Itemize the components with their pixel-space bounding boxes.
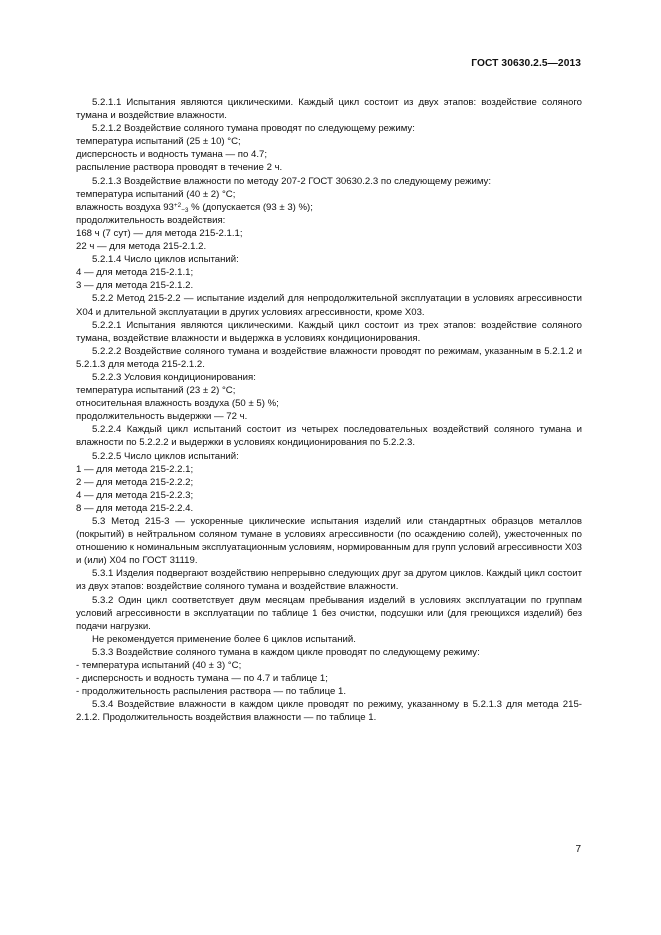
list-item: относительная влажность воздуха (50 ± 5) %; <box>76 398 279 410</box>
paragraph-5-2-2-5: 5.2.2.5 Число циклов испытаний: <box>92 450 239 462</box>
paragraph-5-3: 5.3 Метод 215-3 — ускоренные циклические испытания изделий или стандартных образцов металлов (покрытий) в нейтральном соляном тумане в условиях агрессивности (по осаждению солей), ужесточенных по отношению к номинальным эксплуатационным условиям, нормированным для групп условий агрессивности Х03 и (или) Х04 по ГОСТ 31119. <box>76 516 582 567</box>
humidity-tail: % (допускается (93 ± 3) %); <box>188 201 313 213</box>
list-item: - продолжительность распыления раствора — по таблице 1. <box>76 686 347 698</box>
paragraph-5-2-2-4: 5.2.2.4 Каждый цикл испытаний состоит из четырех последовательных воздействий соляного тумана и влажности по 5.2.2.2 и выдержки в условиях кондиционирования по 5.2.2.3. <box>76 424 582 449</box>
list-item: дисперсность и водность тумана — по 4.7; <box>76 149 268 161</box>
list-item: 168 ч (7 сут) — для метода 215-2.1.1; <box>76 227 243 239</box>
list-item: продолжительность воздействия: <box>76 214 226 226</box>
paragraph-note: Не рекомендуется применение более 6 циклов испытаний. <box>92 633 356 645</box>
list-item: 22 ч — для метода 215-2.1.2. <box>76 241 207 253</box>
document-body <box>76 96 582 725</box>
paragraph-5-2-1-4: 5.2.1.4 Число циклов испытаний: <box>92 254 239 266</box>
paragraph-5-2-2-3: 5.2.2.3 Условия кондиционирования: <box>92 371 256 383</box>
list-item: продолжительность выдержки — 72 ч. <box>76 411 248 423</box>
paragraph-5-2-2-2: 5.2.2.2 Воздействие соляного тумана и воздействие влажности проводят по режимам, указанным в 5.2.1.2 и 5.2.1.3 для метода 215-2.1.2. <box>76 345 582 370</box>
list-item: 4 — для метода 215-2.2.3; <box>76 489 194 501</box>
tolerance-upper: +2 <box>173 201 182 209</box>
list-item: температура испытаний (25 ± 10) °C; <box>76 136 241 148</box>
list-item: - дисперсность и водность тумана — по 4.7 и таблице 1; <box>76 673 328 685</box>
tolerance-lower: −3 <box>181 206 189 214</box>
list-item: распыление раствора проводят в течение 2 ч. <box>76 162 283 174</box>
list-item: 1 — для метода 215-2.2.1; <box>76 463 194 475</box>
list-item: температура испытаний (23 ± 2) °C; <box>76 385 236 397</box>
paragraph-5-3-4: 5.3.4 Воздействие влажности в каждом цикле проводят по режиму, указанному в 5.2.1.3 для метода 215-2.1.2. Продолжительность воздействия влажности — по таблице 1. <box>76 699 582 724</box>
document-header: ГОСТ 30630.2.5—2013 <box>471 58 581 69</box>
paragraph-5-3-1: 5.3.1 Изделия подвергают воздействию непрерывно следующих друг за другом циклов. Каждый цикл состоит из двух этапов: воздействие соляного тумана и воздействие влажности. <box>76 568 582 593</box>
paragraph-5-2-2-1: 5.2.2.1 Испытания являются циклическими. Каждый цикл состоит из трех этапов: воздействие соляного тумана, воздействие влажности и выдержка в условиях кондиционирования. <box>76 319 582 344</box>
list-item: 3 — для метода 215-2.1.2. <box>76 280 194 292</box>
list-item: 2 — для метода 215-2.2.2; <box>76 476 194 488</box>
paragraph-5-3-2: 5.3.2 Один цикл соответствует двум месяцам пребывания изделий в условиях эксплуатации по группам условий агрессивности в эксплуатации по таблице 1 без очистки, подсушки или (для греющихся изделий) без подачи нагрузки. <box>76 594 582 632</box>
list-item: 8 — для метода 215-2.2.4. <box>76 502 194 514</box>
page-number: 7 <box>575 844 581 855</box>
humidity-text: влажность воздуха 93 <box>76 201 174 213</box>
paragraph-5-2-2: 5.2.2 Метод 215-2.2 — испытание изделий для непродолжительной эксплуатации в условиях агрессивности Х04 и длительной эксплуатации в других условиях агрессивности, кроме Х03. <box>76 293 582 318</box>
humidity-line <box>76 201 582 214</box>
paragraph-5-3-3: 5.3.3 Воздействие соляного тумана в каждом цикле проводят по следующему режиму: <box>92 646 480 658</box>
list-item: - температура испытаний (40 ± 3) °C; <box>76 660 242 672</box>
list-item: 4 — для метода 215-2.1.1; <box>76 267 194 279</box>
list-item: температура испытаний (40 ± 2) °C; <box>76 188 236 200</box>
paragraph-5-2-1-1: 5.2.1.1 Испытания являются циклическими. Каждый цикл состоит из двух этапов: воздействие соляного тумана и воздействие влажности. <box>76 97 582 122</box>
paragraph-5-2-1-2: 5.2.1.2 Воздействие соляного тумана проводят по следующему режиму: <box>92 123 415 135</box>
paragraph-5-2-1-3: 5.2.1.3 Воздействие влажности по методу 207-2 ГОСТ 30630.2.3 по следующему режиму: <box>92 175 492 187</box>
